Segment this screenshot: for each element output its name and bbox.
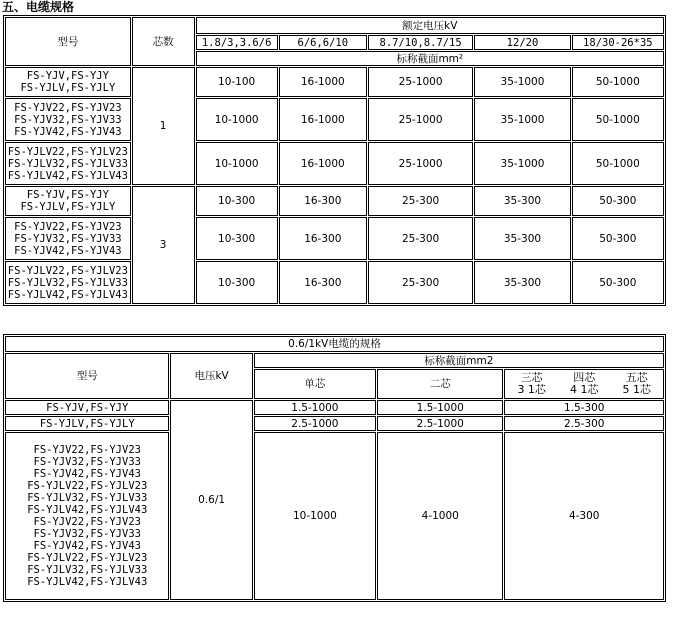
table-row <box>5 400 664 415</box>
cores-cell: 1 <box>132 67 195 185</box>
value-cell: 50-300 <box>572 217 664 260</box>
model-header: 型号 <box>5 353 169 399</box>
value-cell: 50-1000 <box>572 98 664 141</box>
table-row <box>5 142 664 185</box>
value-cell: 25-300 <box>368 261 473 304</box>
table-row <box>5 432 664 600</box>
low-voltage-spec-table <box>3 334 666 602</box>
cores-header: 芯数 <box>132 17 195 66</box>
value-cell: 2.5-300 <box>504 416 664 431</box>
voltage-class: 8.7/10,8.7/15 <box>368 35 473 50</box>
value-cell: 35-300 <box>474 217 570 260</box>
table-title: 0.6/1kV电缆的规格 <box>5 336 664 352</box>
value-cell: 4-1000 <box>377 432 503 600</box>
model-cell: FS-YJV22,FS-YJV23 FS-YJV32,FS-YJV33 FS-YJV42,FS-YJV43 FS-YJLV22,FS-YJLV23 FS-YJLV32,FS-YJLV33 FS-YJLV42,FS-YJLV43 FS-YJV22,FS-YJV23 FS-YJV32,FS-YJV33 FS-YJV42,FS-YJV43 FS-YJLV22,FS-YJLV23 FS-YJLV32,FS-YJLV33 FS-YJLV42,FS-YJLV43 <box>5 432 169 600</box>
rated-voltage-spec-table <box>3 15 666 306</box>
value-cell: 2.5-1000 <box>377 416 503 431</box>
value-cell: 25-1000 <box>368 67 473 97</box>
model-cell: FS-YJV,FS-YJY FS-YJLV,FS-YJLY <box>5 186 131 216</box>
cores-cell: 3 <box>132 186 195 304</box>
value-cell: 50-300 <box>572 186 664 216</box>
value-cell: 25-300 <box>368 217 473 260</box>
value-cell: 50-1000 <box>572 142 664 185</box>
value-cell: 16-1000 <box>279 98 367 141</box>
value-cell: 10-300 <box>196 261 278 304</box>
model-cell: FS-YJLV22,FS-YJLV23 FS-YJLV32,FS-YJLV33 FS-YJLV42,FS-YJLV43 <box>5 142 131 185</box>
cross-section-header: 标称截面mm² <box>196 51 664 66</box>
value-cell: 4-300 <box>504 432 664 600</box>
value-cell: 35-300 <box>474 261 570 304</box>
model-cell: FS-YJV22,FS-YJV23 FS-YJV32,FS-YJV33 FS-YJV42,FS-YJV43 <box>5 98 131 141</box>
value-cell: 10-100 <box>196 67 278 97</box>
table-row <box>5 186 664 216</box>
table-row <box>5 416 664 431</box>
value-cell: 10-1000 <box>196 142 278 185</box>
two-core-header: 二芯 <box>377 369 503 399</box>
cross-section-header: 标称截面mm2 <box>254 353 664 368</box>
value-cell: 35-1000 <box>474 142 570 185</box>
table-row <box>5 98 664 141</box>
value-cell: 16-1000 <box>279 142 367 185</box>
value-cell: 25-300 <box>368 186 473 216</box>
value-cell: 2.5-1000 <box>254 416 376 431</box>
value-cell: 10-1000 <box>254 432 376 600</box>
model-header: 型号 <box>5 17 131 66</box>
voltage-class: 12/20 <box>474 35 570 50</box>
value-cell: 35-1000 <box>474 98 570 141</box>
model-cell: FS-YJV22,FS-YJV23 FS-YJV32,FS-YJV33 FS-YJV42,FS-YJV43 <box>5 217 131 260</box>
value-cell: 16-300 <box>279 186 367 216</box>
value-cell: 50-300 <box>572 261 664 304</box>
rated-voltage-header: 额定电压kV <box>196 17 664 34</box>
model-cell: FS-YJLV,FS-YJLY <box>5 416 169 431</box>
value-cell: 25-1000 <box>368 98 473 141</box>
value-cell: 16-1000 <box>279 67 367 97</box>
multi-core-header: 三芯 3 1芯 四芯 4 1芯 五芯 5 1芯 <box>504 369 664 399</box>
value-cell: 10-1000 <box>196 98 278 141</box>
single-core-header: 单芯 <box>254 369 376 399</box>
value-cell: 1.5-1000 <box>377 400 503 415</box>
section-heading: 五、电缆规格 <box>2 0 75 14</box>
value-cell: 10-300 <box>196 186 278 216</box>
model-cell: FS-YJLV22,FS-YJLV23 FS-YJLV32,FS-YJLV33 FS-YJLV42,FS-YJLV43 <box>5 261 131 304</box>
voltage-header: 电压kV <box>170 353 252 399</box>
value-cell: 50-1000 <box>572 67 664 97</box>
value-cell: 35-300 <box>474 186 570 216</box>
table-row <box>5 217 664 260</box>
voltage-class: 18/30-26*35 <box>572 35 664 50</box>
voltage-cell: 0.6/1 <box>170 400 252 600</box>
table-row <box>5 261 664 304</box>
model-cell: FS-YJV,FS-YJY FS-YJLV,FS-YJLY <box>5 67 131 97</box>
value-cell: 16-300 <box>279 261 367 304</box>
voltage-class: 6/6,6/10 <box>279 35 367 50</box>
model-cell: FS-YJV,FS-YJY <box>5 400 169 415</box>
value-cell: 10-300 <box>196 217 278 260</box>
voltage-class: 1.8/3,3.6/6 <box>196 35 278 50</box>
value-cell: 16-300 <box>279 217 367 260</box>
value-cell: 1.5-300 <box>504 400 664 415</box>
value-cell: 1.5-1000 <box>254 400 376 415</box>
table-row <box>5 67 664 97</box>
value-cell: 25-1000 <box>368 142 473 185</box>
value-cell: 35-1000 <box>474 67 570 97</box>
